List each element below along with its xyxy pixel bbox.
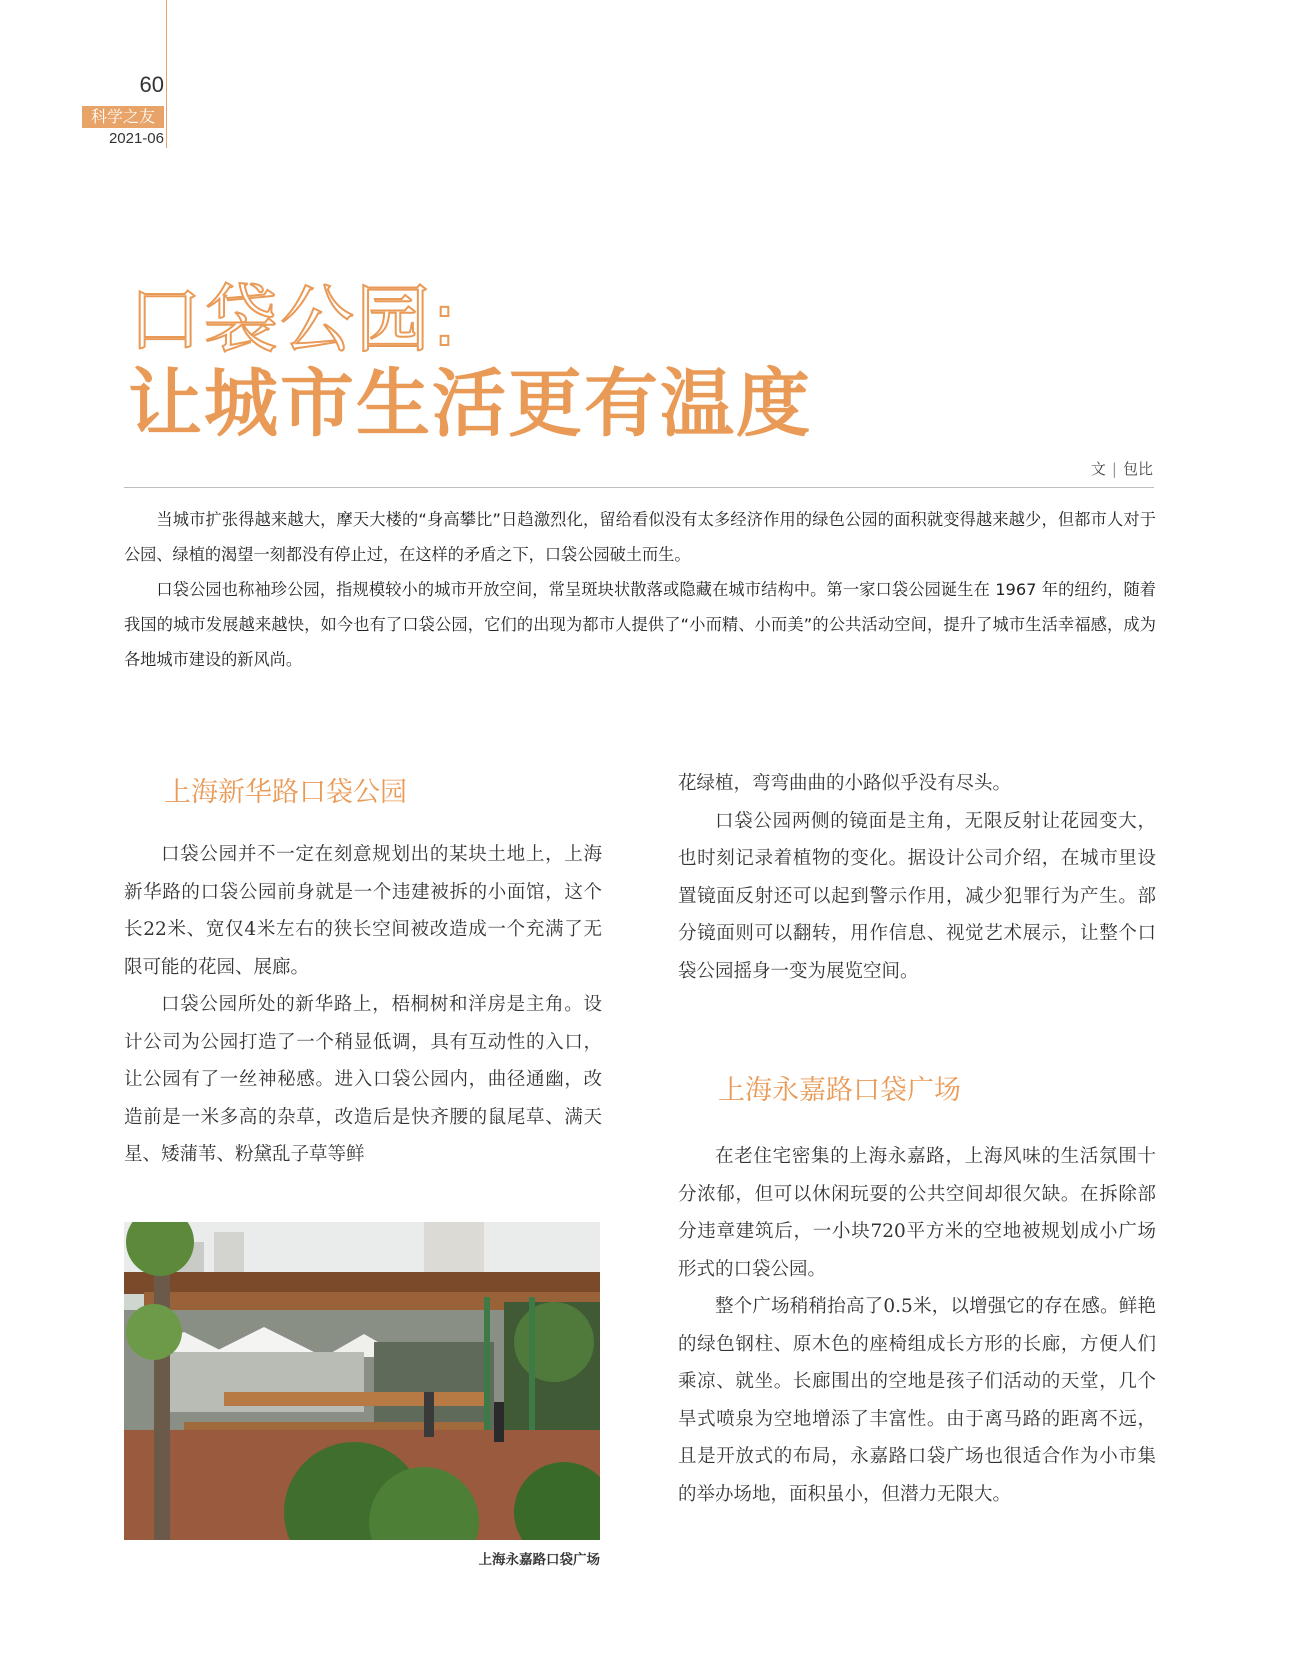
body-paragraph: 在老住宅密集的上海永嘉路，上海风味的生活氛围十分浓郁，但可以休闲玩耍的公共空间却很欠缺。在拆除部分违章建筑后，一小块720平方米的空地被规划成小广场形式的口袋公园。 xyxy=(678,1146,1156,1280)
intro-text xyxy=(124,502,1156,677)
section-title-yongjia: 上海永嘉路口袋广场 xyxy=(718,1075,961,1106)
byline-separator: | xyxy=(1111,460,1117,478)
byline xyxy=(1091,458,1153,479)
article-photo xyxy=(124,1222,600,1540)
body-paragraph: 口袋公园两侧的镜面是主角，无限反射让花园变大，也时刻记录着植物的变化。据设计公司介绍，在城市里设置镜面反射还可以起到警示作用，减少犯罪行为产生。部分镜面则可以翻转，用作信息、视觉艺术展示，让整个口袋公园摇身一变为展览空间。 xyxy=(678,810,1156,982)
byline-author: 包比 xyxy=(1122,460,1153,478)
intro-paragraph: 口袋公园也称袖珍公园，指规模较小的城市开放空间，常呈斑块状散落或隐藏在城市结构中。第一家口袋公园诞生在 1967 年的纽约，随着我国的城市发展越来越快，如今也有了口袋公园，它们的出现为都市人提供了“小而精、小而美”的公共活动空间，提升了城市生活幸福感，成为各地城市建设的新风尚。 xyxy=(124,580,1156,669)
body-paragraph: 整个广场稍稍抬高了0.5米，以增强它的存在感。鲜艳的绿色钢柱、原木色的座椅组成长方形的长廊，方便人们乘凉、就坐。长廊围出的空地是孩子们活动的天堂，几个旱式喷泉为空地增添了丰富性。由于离马路的距离不远，且是开放式的布局，永嘉路口袋广场也很适合作为小市集的举办场地，面积虽小，但潜力无限大。 xyxy=(678,1296,1156,1505)
photo-caption: 上海永嘉路口袋广场 xyxy=(478,1552,600,1568)
left-column xyxy=(124,836,602,1174)
right-column-bottom xyxy=(678,1138,1156,1513)
body-paragraph: 口袋公园所处的新华路上，梧桐树和洋房是主角。设计公司为公园打造了一个稍显低调，具有互动性的入口，让公园有了一丝神秘感。进入口袋公园内，曲径通幽，改造前是一米多高的杂草，改造后是快齐腰的鼠尾草、满天星、矮蒲苇、粉黛乱子草等鲜 xyxy=(124,994,602,1165)
issue-date: 2021-06 xyxy=(108,130,164,147)
article-title-line1: 口袋公园: xyxy=(128,277,459,363)
photo-illustration xyxy=(124,1222,600,1540)
intro-paragraph: 当城市扩张得越来越大，摩天大楼的“身高攀比”日趋激烈化，留给看似没有太多经济作用的绿色公园的面积就变得越来越少，但都市人对于公园、绿植的渴望一刻都没有停止过，在这样的矛盾之下，口袋公园破土而生。 xyxy=(124,510,1156,564)
article-title-line2: 让城市生活更有温度 xyxy=(128,361,812,447)
section-title-xinhua: 上海新华路口袋公园 xyxy=(164,777,407,808)
right-column-top xyxy=(678,765,1156,990)
page-number: 60 xyxy=(139,72,164,97)
byline-label: 文 xyxy=(1090,460,1106,478)
magazine-name: 科学之友 xyxy=(82,106,164,128)
title-rule xyxy=(124,487,1154,488)
header-divider-line xyxy=(166,0,167,148)
body-paragraph: 花绿植，弯弯曲曲的小路似乎没有尽头。 xyxy=(678,773,1012,794)
body-paragraph: 口袋公园并不一定在刻意规划出的某块土地上，上海新华路的口袋公园前身就是一个违建被拆的小面馆，这个长22米、宽仅4米左右的狭长空间被改造成一个充满了无限可能的花园、展廊。 xyxy=(124,844,602,978)
